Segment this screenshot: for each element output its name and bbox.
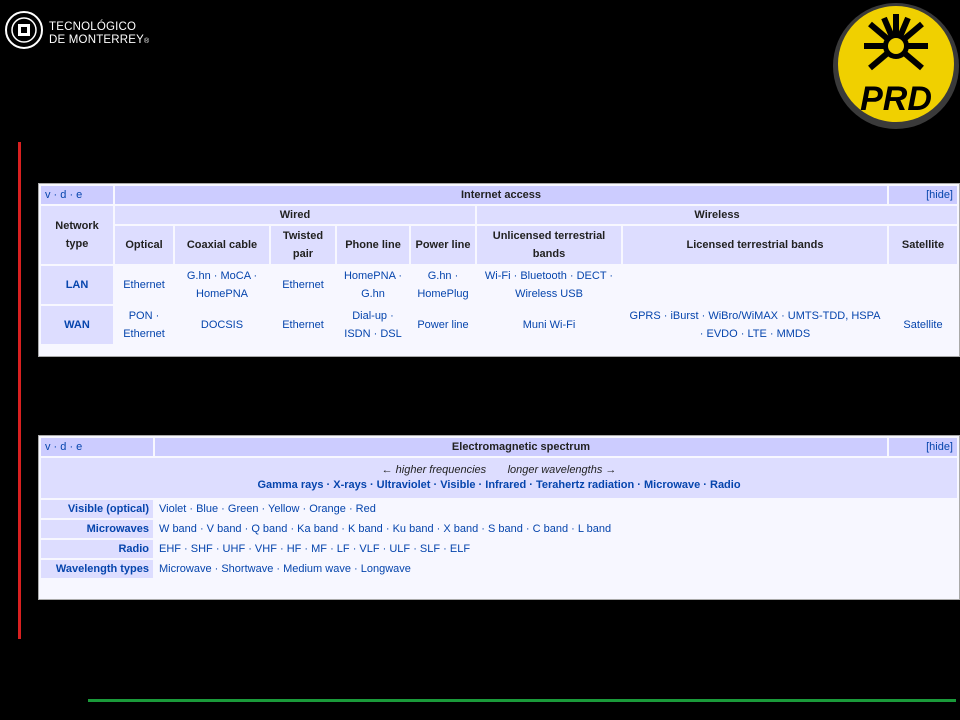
network-type-header: Network type bbox=[41, 206, 113, 264]
col-twisted-pair: Twisted pair bbox=[271, 226, 335, 264]
row-label-radio[interactable]: Radio bbox=[41, 540, 153, 558]
list-item bbox=[41, 520, 957, 538]
em-spectrum-navbox bbox=[38, 435, 960, 600]
hide-toggle[interactable]: [hide] bbox=[889, 438, 957, 456]
cell[interactable]: G.hn · HomePlug bbox=[411, 266, 475, 304]
tec-seal-icon bbox=[4, 8, 44, 52]
navbox-title: Internet access bbox=[115, 186, 887, 204]
col-power-line: Power line bbox=[411, 226, 475, 264]
row-label-visible[interactable]: Visible (optical) bbox=[41, 500, 153, 518]
table-row bbox=[41, 306, 957, 344]
col-satellite: Satellite bbox=[889, 226, 957, 264]
tec-line1: TECNOLÓGICO bbox=[49, 21, 137, 33]
spectrum-list[interactable]: Gamma rays · X-rays · Ultraviolet · Visible · Infrared · Terahertz radiation · Microwave · Radio bbox=[257, 479, 741, 491]
arrow-higher-frequencies: ← higher frequencies bbox=[381, 464, 487, 476]
arrow-longer-wavelengths: longer wavelengths → bbox=[507, 464, 617, 476]
list-item bbox=[41, 560, 957, 578]
row-lan[interactable]: LAN bbox=[41, 266, 113, 304]
registered-mark: ® bbox=[144, 38, 150, 45]
vde-links[interactable]: v · d · e bbox=[41, 438, 153, 456]
list-item bbox=[41, 540, 957, 558]
tec-logo bbox=[4, 8, 154, 58]
cell[interactable]: Ethernet bbox=[271, 306, 335, 344]
cell bbox=[623, 266, 887, 304]
internet-access-navbox bbox=[38, 183, 960, 357]
col-unlicensed: Unlicensed terrestrial bands bbox=[477, 226, 621, 264]
green-accent-line bbox=[88, 699, 956, 702]
prd-text: PRD bbox=[860, 80, 932, 118]
hide-toggle[interactable]: [hide] bbox=[889, 186, 957, 204]
row-label-wavelength-types[interactable]: Wavelength types bbox=[41, 560, 153, 578]
cell[interactable]: Ethernet bbox=[115, 266, 173, 304]
row-items[interactable]: Microwave · Shortwave · Medium wave · Longwave bbox=[155, 560, 957, 578]
cell[interactable]: G.hn · MoCA · HomePNA bbox=[175, 266, 269, 304]
row-items[interactable]: EHF · SHF · UHF · VHF · HF · MF · LF · VLF · ULF · SLF · ELF bbox=[155, 540, 957, 558]
row-items[interactable]: Violet · Blue · Green · Yellow · Orange · Red bbox=[155, 500, 957, 518]
cell[interactable]: Ethernet bbox=[271, 266, 335, 304]
col-licensed: Licensed terrestrial bands bbox=[623, 226, 887, 264]
cell[interactable]: Muni Wi-Fi bbox=[477, 306, 621, 344]
prd-logo-icon bbox=[828, 0, 960, 132]
red-accent-line bbox=[18, 142, 21, 639]
cell[interactable]: HomePNA · G.hn bbox=[337, 266, 409, 304]
navbox-title: Electromagnetic spectrum bbox=[155, 438, 887, 456]
list-item bbox=[41, 500, 957, 518]
col-phone-line: Phone line bbox=[337, 226, 409, 264]
row-wan[interactable]: WAN bbox=[41, 306, 113, 344]
col-coaxial: Coaxial cable bbox=[175, 226, 269, 264]
cell[interactable]: DOCSIS bbox=[175, 306, 269, 344]
group-wired: Wired bbox=[115, 206, 475, 224]
cell[interactable]: Power line bbox=[411, 306, 475, 344]
cell bbox=[889, 266, 957, 304]
cell[interactable]: Satellite bbox=[889, 306, 957, 344]
row-items[interactable]: W band · V band · Q band · Ka band · K band · Ku band · X band · S band · C band · L band bbox=[155, 520, 957, 538]
cell[interactable]: Wi-Fi · Bluetooth · DECT · Wireless USB bbox=[477, 266, 621, 304]
vde-links[interactable]: v · d · e bbox=[41, 186, 113, 204]
row-label-microwaves[interactable]: Microwaves bbox=[41, 520, 153, 538]
cell[interactable]: GPRS · iBurst · WiBro/WiMAX · UMTS-TDD, HSPA · EVDO · LTE · MMDS bbox=[623, 306, 887, 344]
col-optical: Optical bbox=[115, 226, 173, 264]
cell[interactable]: Dial-up · ISDN · DSL bbox=[337, 306, 409, 344]
group-wireless: Wireless bbox=[477, 206, 957, 224]
table-row bbox=[41, 266, 957, 304]
tec-line2: DE MONTERREY bbox=[49, 34, 145, 46]
cell[interactable]: PON · Ethernet bbox=[115, 306, 173, 344]
